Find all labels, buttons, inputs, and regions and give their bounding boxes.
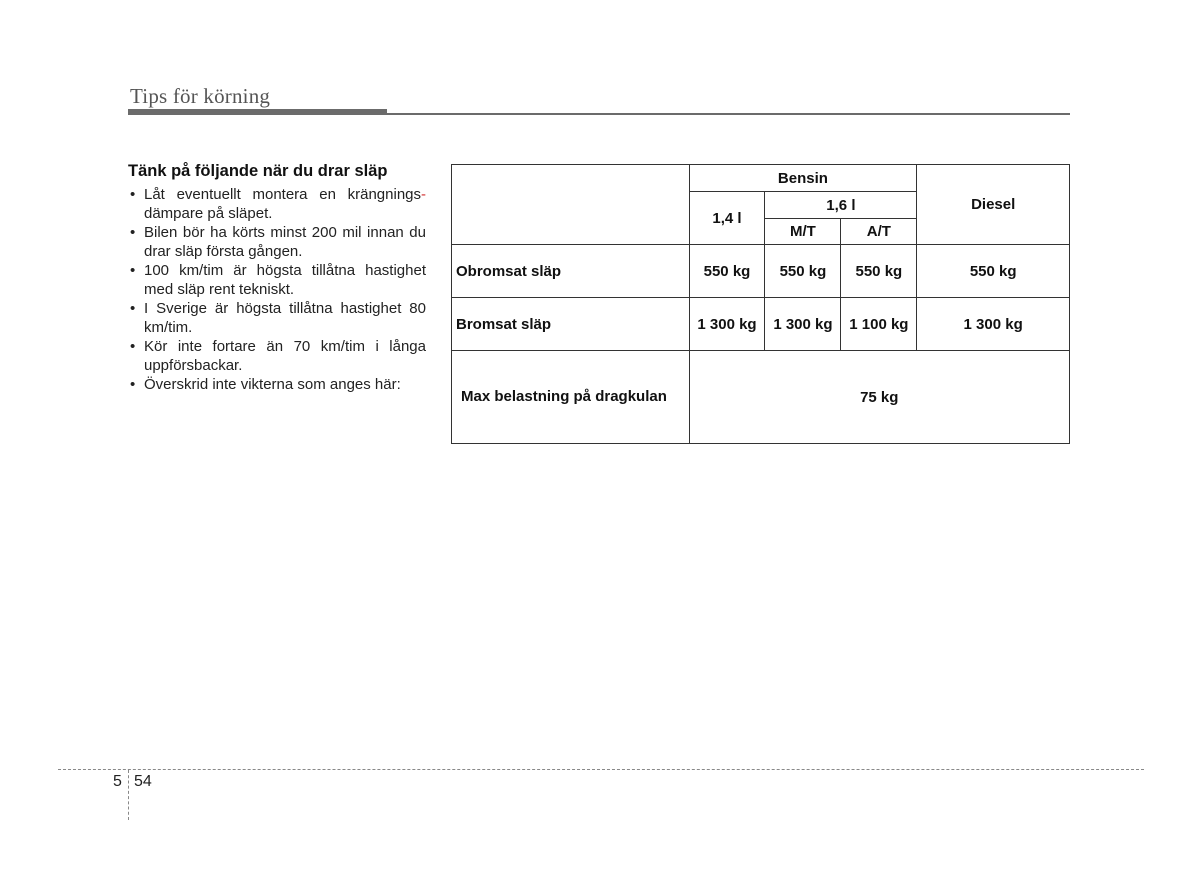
footer-rule (58, 769, 1144, 770)
table-cell: 1 300 kg (917, 298, 1070, 351)
list-item: • Bilen bör ha körts minst 200 mil innan du drar släp första gången. (128, 223, 426, 261)
table-row (452, 351, 1070, 444)
row-label: Max belastning på dragkulan (452, 351, 690, 444)
footer-divider (128, 770, 129, 820)
page-header-title: Tips för körning (130, 84, 271, 108)
table-row (452, 298, 1070, 351)
table-cell: 1 300 kg (689, 298, 765, 351)
list-item: • 100 km/tim är högsta tillåtna hastighet med släp rent tekniskt. (128, 261, 426, 299)
page-number: 54 (134, 773, 152, 790)
table-corner-cell (452, 165, 690, 245)
table-cell: 550 kg (917, 245, 1070, 298)
list-item: • Överskrid inte vikterna som anges här: (128, 375, 426, 394)
row-label: Bromsat släp (452, 298, 690, 351)
trailer-weight-table (451, 164, 1070, 444)
hyphen-mark: - (421, 186, 426, 203)
list-item: • I Sverige är högsta tillåtna hastighet 80 km/tim. (128, 299, 426, 337)
table-row (452, 245, 1070, 298)
towing-tips-list (128, 185, 426, 394)
list-item-text-cont: dämpare på släpet. (144, 205, 273, 222)
header-diesel: Diesel (917, 165, 1070, 245)
table-cell: 550 kg (689, 245, 765, 298)
list-item (128, 185, 426, 223)
header-bensin: Bensin (689, 165, 917, 192)
list-item: • Kör inte fortare än 70 km/tim i långa uppförsbackar. (128, 337, 426, 375)
header-at: A/T (841, 219, 917, 245)
table-cell: 550 kg (841, 245, 917, 298)
chapter-number: 5 (113, 773, 122, 790)
towing-tips-section (128, 162, 426, 394)
header-mt: M/T (765, 219, 841, 245)
header-engine-14: 1,4 l (689, 192, 765, 245)
table-cell: 1 300 kg (765, 298, 841, 351)
table-cell: 1 100 kg (841, 298, 917, 351)
list-item-text: Låt eventuellt montera en krängnings (144, 186, 421, 203)
towing-tips-heading: Tänk på följande när du drar släp (128, 162, 388, 180)
header-engine-16: 1,6 l (765, 192, 917, 219)
table-cell: 550 kg (765, 245, 841, 298)
header-rule (128, 113, 1070, 115)
table-cell: 75 kg (689, 351, 1069, 444)
row-label: Obromsat släp (452, 245, 690, 298)
